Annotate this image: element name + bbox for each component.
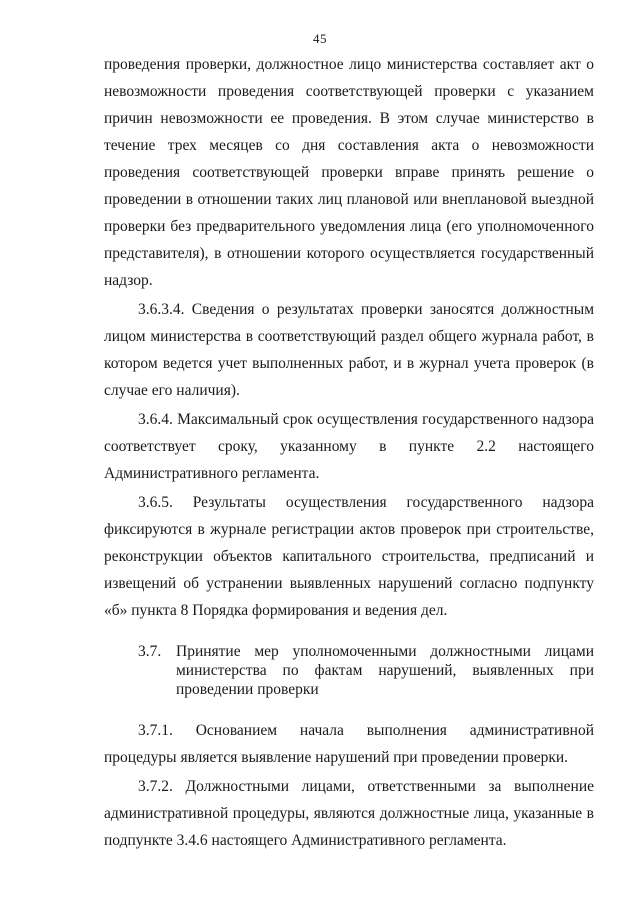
page-number: 45 (313, 31, 327, 46)
section-number: 3.7. (138, 643, 162, 660)
paragraph-3-7-2: 3.7.2. Должностными лицами, ответственными за выполнение административной процедуры, являются должностные лица, указанные в подпункте 3.4.6 настоящего Административного регламента. (104, 778, 594, 849)
section-title: Принятие мер уполномоченными должностными лицами министерства по фактам нарушений, выявленных при проведении проверки (176, 643, 594, 698)
paragraph-3-6-5: 3.6.5. Результаты осуществления государственного надзора фиксируются в журнале регистрации актов проверок при строительстве, реконструкции объектов капитального строительства, предписаний и извещений об устранении выявленных нарушений согласно подпункту «б» пункта 8 Порядка формирования и ведения дел. (104, 494, 594, 619)
document-body (104, 51, 594, 854)
paragraph-continuation: проведения проверки, должностное лицо министерства составляет акт о невозможности проведения соответствующей проверки с указанием причин невозможности ее проведения. В этом случае министерство в течение трех месяцев со дня составления акта о невозможности проведения соответствующей проверки вправе принять решение о проведении в отношении таких лиц плановой или внеплановой выездной проверки без предварительного уведомления лица (его уполномоченного представителя), в отношении которого осуществляется государственный надзор. (104, 56, 594, 289)
paragraph-3-6-3-4: 3.6.3.4. Сведения о результатах проверки заносятся должностным лицом министерства в соответствующий раздел общего журнала работ, в котором ведется учет выполненных работ, и в журнал учета проверок (в случае его наличия). (104, 301, 594, 399)
paragraph-3-6-4: 3.6.4. Максимальный срок осуществления государственного надзора соответствует сроку, указанному в пункте 2.2 настоящего Административного регламента. (104, 411, 594, 482)
section-heading-3-7 (104, 642, 594, 699)
paragraph-3-7-1: 3.7.1. Основанием начала выполнения административной процедуры является выявление нарушений при проведении проверки. (104, 722, 594, 766)
